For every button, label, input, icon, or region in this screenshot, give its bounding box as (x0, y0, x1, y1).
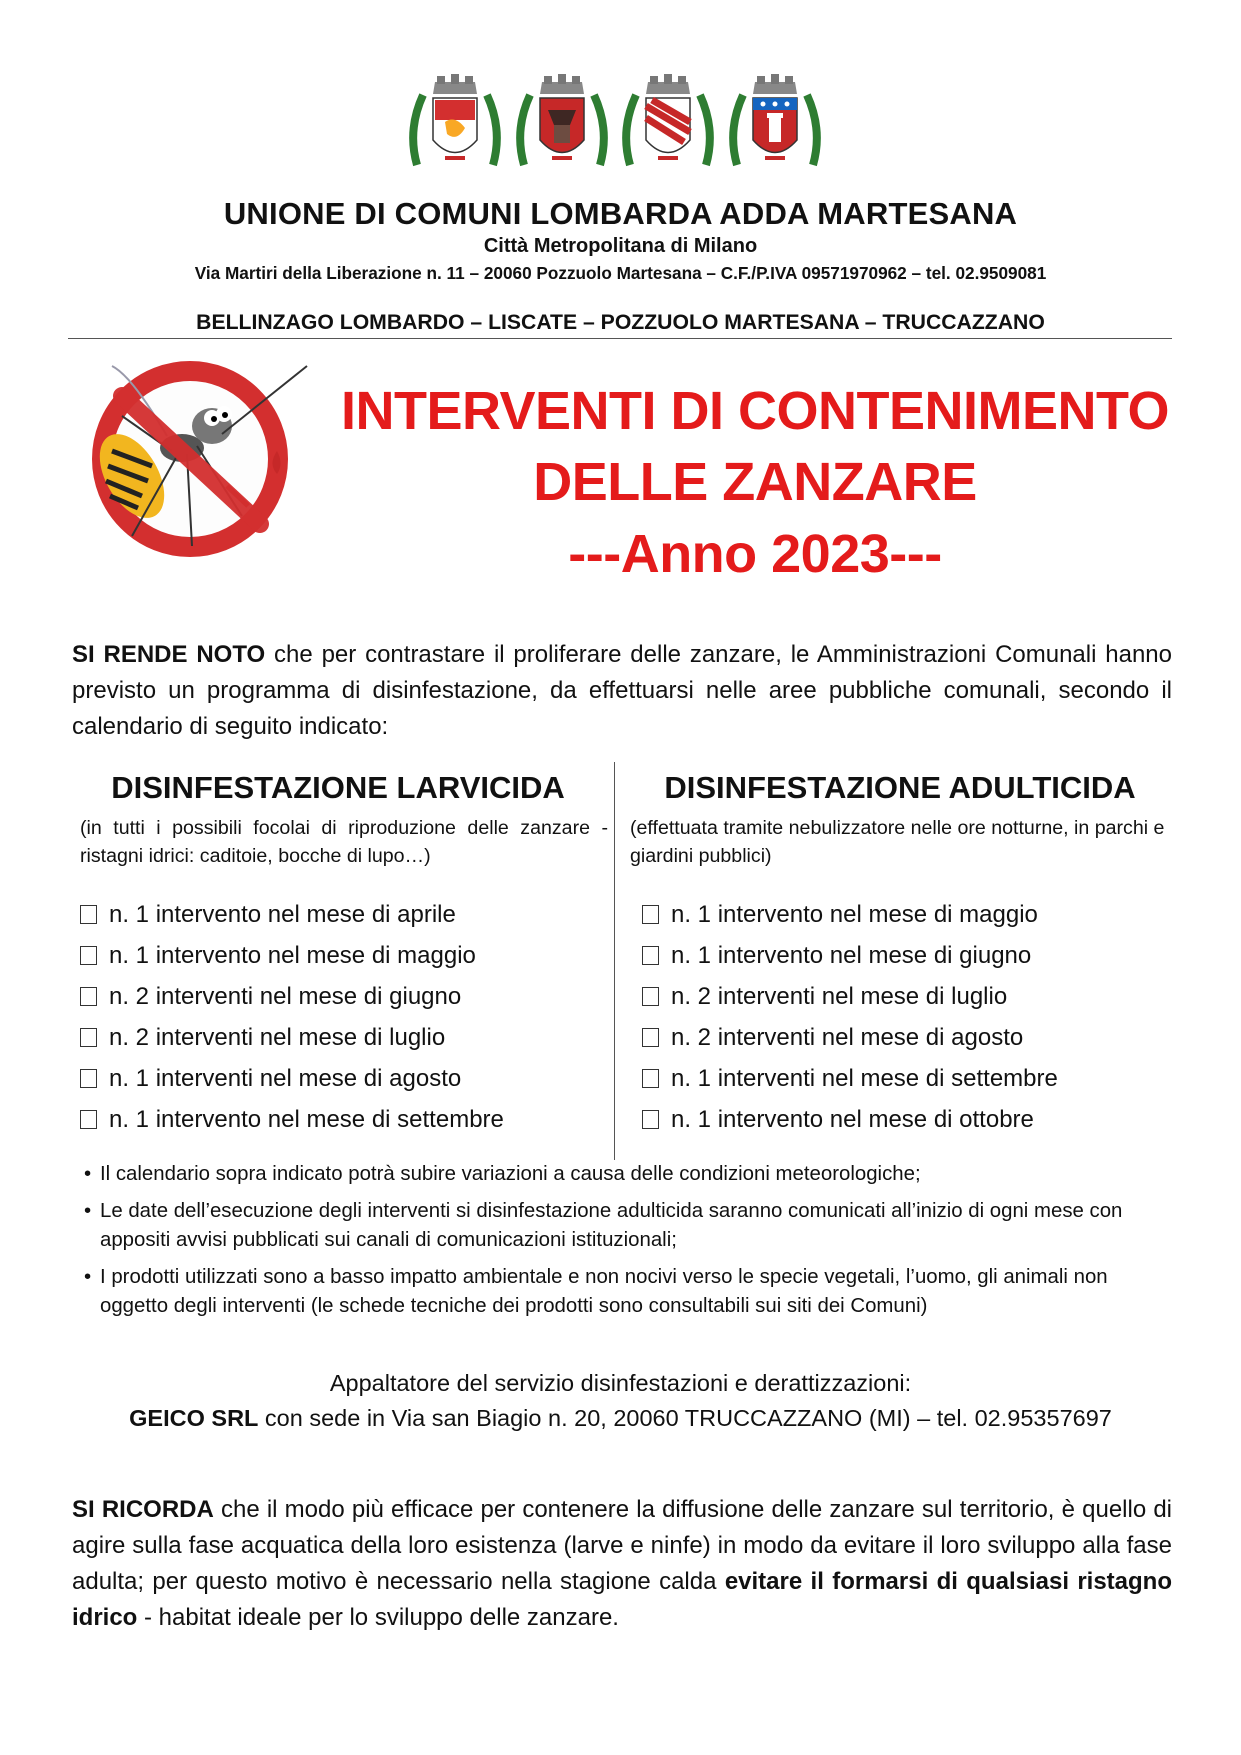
list-item (642, 976, 1170, 1017)
note-item: • Il calendario sopra indicato potrà subire variazioni a causa delle condizioni meteorologiche; (84, 1160, 1176, 1189)
reminder-text: che il modo più efficace per contenere la diffusione delle zanzare sul territorio, è quello di agire sulla fase acquatica della loro esistenza (larve e ninfe) in modo da evitare il loro sviluppo alla fase adulta; per questo motivo è necessario nella stagione calda (72, 1496, 1173, 1595)
list-item (80, 935, 608, 976)
item-text: n. 2 interventi nel mese di agosto (671, 1024, 1024, 1051)
larvicida-list (68, 894, 608, 1140)
adulticida-note: (effettuata tramite nebulizzatore nelle ore notturne, in parchi e giardini pubblici) (630, 817, 1165, 867)
list-item (80, 894, 608, 935)
item-text: n. 1 intervento nel mese di settembre (109, 1106, 504, 1133)
list-item (80, 1017, 608, 1058)
reminder-paragraph (72, 1492, 1172, 1636)
item-text: n. 2 interventi nel mese di luglio (109, 1024, 446, 1051)
list-item (80, 1099, 608, 1140)
item-text: n. 2 interventi nel mese di luglio (671, 983, 1008, 1010)
checkbox-icon (642, 946, 659, 965)
member-towns: BELLINZAGO LOMBARDO – LISCATE – POZZUOLO MARTESANA – TRUCCAZZANO (196, 311, 1045, 334)
item-text: n. 1 intervento nel mese di giugno (671, 942, 1032, 969)
intro-lead: SI RENDE NOTO (72, 641, 266, 668)
note-item: • I prodotti utilizzati sono a basso impatto ambientale e non nocivi verso le specie vegetali, l’uomo, gli animali non oggetto degli interventi (le schede tecniche dei prodotti sono consultabili sui siti dei Comuni) (84, 1263, 1176, 1321)
contractor-heading: Appaltatore del servizio disinfestazioni e derattizzazioni: (329, 1370, 912, 1396)
adulticida-title: DISINFESTAZIONE ADULTICIDA (664, 770, 1136, 805)
note-item: • Le date dell’esecuzione degli interventi si disinfestazione adulticida saranno comunicati all’inizio di ogni mese con appositi avvisi pubblicati sui canali di comunicazioni istituzionali; (84, 1197, 1176, 1255)
list-item (80, 976, 608, 1017)
coat-of-arms-bellinzago-icon (405, 70, 505, 185)
checkbox-icon (80, 1069, 97, 1088)
banner-year: ---Anno 2023--- (568, 524, 942, 584)
checkbox-icon (642, 1069, 659, 1088)
adulticida-list (630, 894, 1170, 1140)
checkbox-icon (80, 1110, 97, 1129)
item-text: n. 1 intervento nel mese di maggio (109, 942, 476, 969)
larvicida-title: DISINFESTAZIONE LARVICIDA (111, 770, 565, 805)
no-mosquito-icon (72, 356, 322, 566)
checkbox-icon (80, 946, 97, 965)
organization-subtitle: Città Metropolitana di Milano (483, 235, 758, 257)
intro-text: che per contrastare il proliferare delle zanzare, le Amministrazioni Comunali hanno previsto un programma di disinfestazione, da effettuarsi nelle aree pubbliche comunali, secondo il calendario di seguito indicato: (72, 641, 1173, 740)
item-text: n. 1 interventi nel mese di agosto (109, 1065, 462, 1092)
reminder-tail: - habitat ideale per lo sviluppo delle zanzare. (137, 1604, 619, 1631)
list-item (642, 894, 1170, 935)
coat-of-arms-liscate-icon (512, 70, 612, 185)
reminder-lead: SI RICORDA (72, 1496, 214, 1523)
reminder-emphasis: evitare il formarsi di qualsiasi ristagno idrico (72, 1568, 1173, 1631)
item-text: n. 2 interventi nel mese di giugno (109, 983, 462, 1010)
checkbox-icon (642, 905, 659, 924)
larvicida-note: (in tutti i possibili focolai di riproduzione delle zanzare - ristagni idrici: caditoie, bocche di lupo…) (80, 817, 608, 867)
notes-list (84, 1160, 1176, 1329)
municipal-crests (405, 70, 825, 185)
contractor-name: GEICO SRL (129, 1405, 259, 1431)
list-item (642, 935, 1170, 976)
checkbox-icon (80, 987, 97, 1006)
item-text: n. 1 intervento nel mese di ottobre (671, 1106, 1034, 1133)
list-item (642, 1017, 1170, 1058)
checkbox-icon (642, 1110, 659, 1129)
coat-of-arms-truccazzano-icon (725, 70, 825, 185)
checkbox-icon (642, 987, 659, 1006)
item-text: n. 1 intervento nel mese di aprile (109, 901, 456, 928)
item-text: n. 1 interventi nel mese di settembre (671, 1065, 1058, 1092)
checkbox-icon (80, 905, 97, 924)
column-divider (614, 762, 615, 1160)
list-item (80, 1058, 608, 1099)
coat-of-arms-pozzuolo-icon (618, 70, 718, 185)
list-item (642, 1058, 1170, 1099)
intro-paragraph (72, 637, 1172, 745)
header-divider (68, 338, 1172, 339)
banner-title-line-1: INTERVENTI DI CONTENIMENTO (340, 381, 1170, 441)
organization-address: Via Martiri della Liberazione n. 11 – 20060 Pozzuolo Martesana – C.F./P.IVA 09571970962 – tel. 02.9509081 (194, 263, 1047, 283)
item-text: n. 1 intervento nel mese di maggio (671, 901, 1038, 928)
organization-title: UNIONE DI COMUNI LOMBARDA ADDA MARTESANA (223, 196, 1018, 231)
checkbox-icon (80, 1028, 97, 1047)
larvicida-section (68, 770, 608, 1140)
checkbox-icon (642, 1028, 659, 1047)
banner-title-line-2: DELLE ZANZARE (533, 452, 977, 512)
list-item (642, 1099, 1170, 1140)
contractor-details-line (0, 1405, 1241, 1432)
contractor-details: con sede in Via san Biagio n. 20, 20060 TRUCCAZZANO (MI) – tel. 02.95357697 (258, 1405, 1112, 1431)
adulticida-section (630, 770, 1170, 1140)
